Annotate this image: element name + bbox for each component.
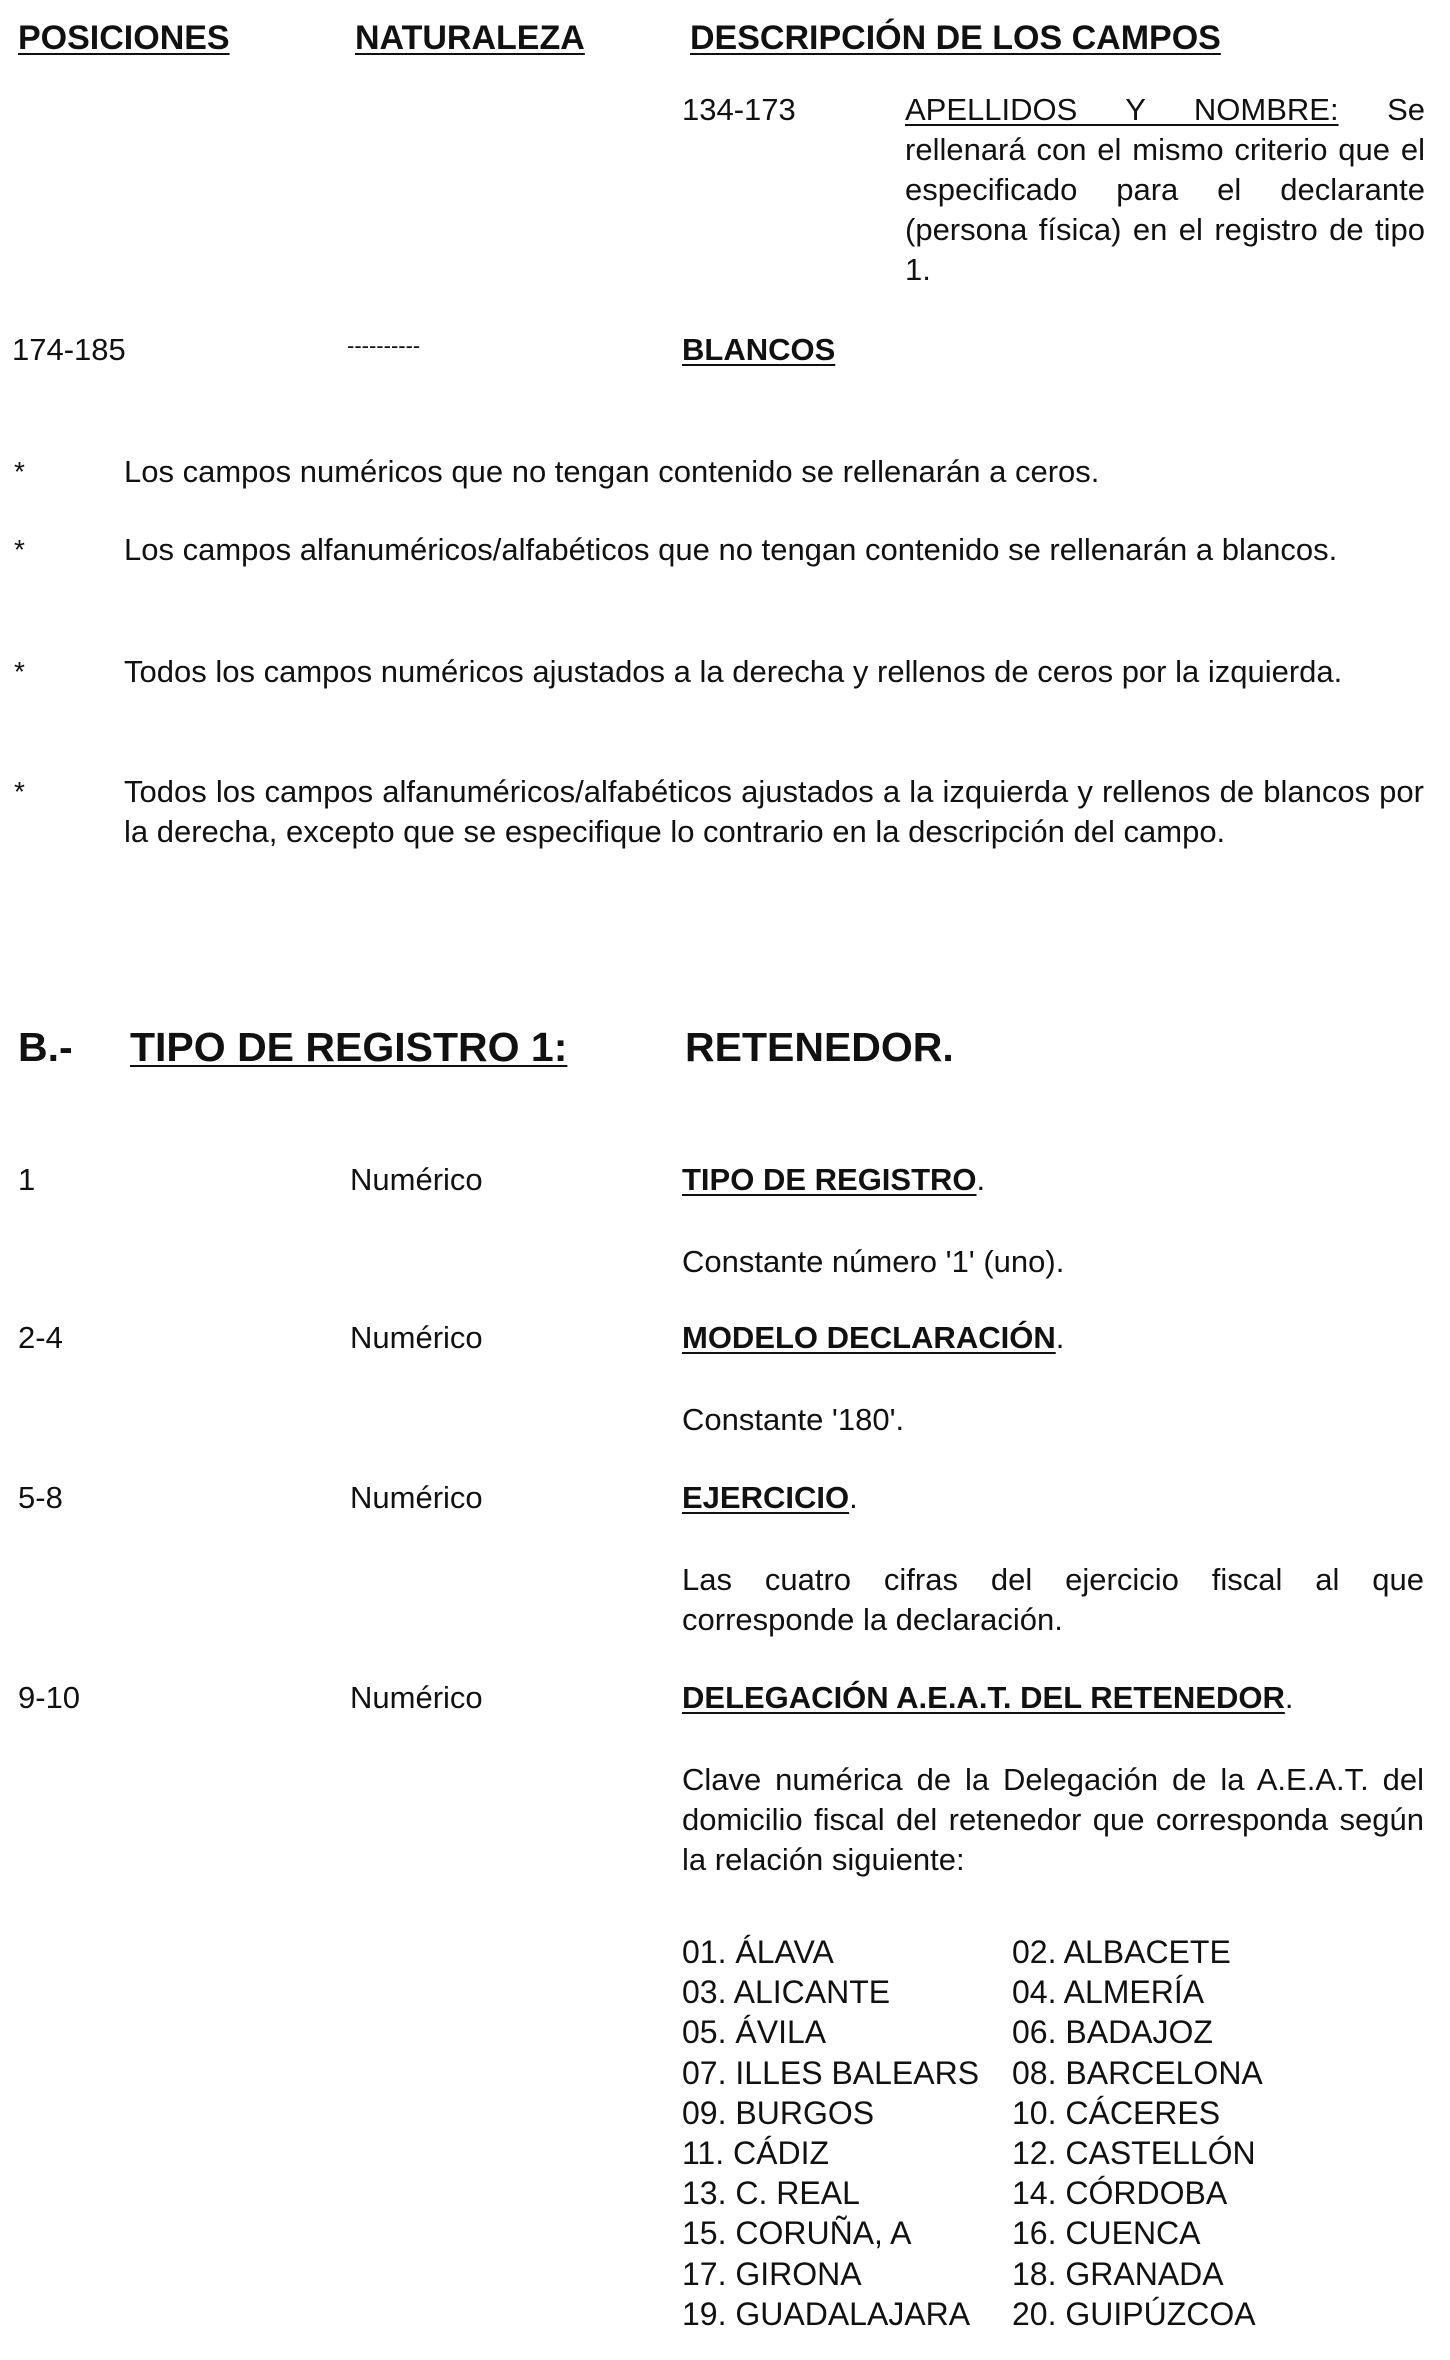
section-b-title: TIPO DE REGISTRO 1: [130, 1024, 568, 1070]
delegacion-item: 01. ÁLAVA [682, 1934, 834, 1970]
section-b-subtitle: RETENEDOR. [685, 1024, 954, 1070]
field-title: DELEGACIÓN A.E.A.T. DEL RETENEDOR [682, 1680, 1285, 1715]
delegacion-item: 14. CÓRDOBA [1012, 2175, 1228, 2212]
delegacion-item: 04. ALMERÍA [1012, 1974, 1205, 2011]
note-bullet: * [14, 656, 25, 687]
field-title-line: DELEGACIÓN A.E.A.T. DEL RETENEDOR. [682, 1680, 1294, 1715]
header-descripcion: DESCRIPCIÓN DE LOS CAMPOS [690, 19, 1221, 57]
field-text: Las cuatro cifras del ejercicio fiscal al que corresponde la declaración. [682, 1562, 1424, 1637]
section-b-prefix: B.- [18, 1024, 73, 1070]
delegacion-item: 11. CÁDIZ [682, 2135, 829, 2171]
note-bullet: * [14, 456, 25, 487]
field-position: 1 [18, 1162, 36, 1197]
field-position: 5-8 [18, 1480, 63, 1515]
note-2: Los campos alfanuméricos/alfabéticos que no tengan contenido se rellenarán a blancos. [124, 532, 1338, 567]
delegacion-item: 20. GUIPÚZCOA [1012, 2295, 1256, 2332]
delegacion-item: 05. ÁVILA [682, 2014, 827, 2051]
header-naturaleza: NATURALEZA [355, 19, 585, 57]
field-position: 2-4 [18, 1320, 63, 1355]
field-text: Constante número '1' (uno). [682, 1244, 1065, 1279]
field-title: TIPO DE REGISTRO [682, 1162, 977, 1197]
delegacion-item: 18. GRANADA [1012, 2255, 1224, 2292]
note-bullet: * [14, 776, 25, 807]
delegacion-item: 19. GUADALAJARA [682, 2295, 971, 2332]
delegacion-item: 03. ALICANTE [682, 1974, 891, 2011]
delegacion-item: 08. BARCELONA [1012, 2054, 1263, 2091]
field-174-nature: ---------- [347, 333, 421, 358]
note-3: Todos los campos numéricos ajustados a la derecha y rellenos de ceros por la izquierda. [124, 654, 1343, 689]
note-4: Todos los campos alfanuméricos/alfabéticos ajustados a la izquierda y rellenos de blancos por la derecha, excepto que se especifique lo contrario en la descripción del campo. [124, 774, 1424, 849]
field-text: Clave numérica de la Delegación de la A.E.A.T. del domicilio fiscal del retenedor que corresponda según la relación siguiente: [682, 1762, 1424, 1877]
field-134-position: 134-173 [682, 92, 796, 127]
header-posiciones: POSICIONES [18, 19, 230, 57]
field-title-line: MODELO DECLARACIÓN. [682, 1320, 1065, 1355]
field-nature: Numérico [350, 1680, 483, 1715]
field-134-text: Se rellenará con el mismo criterio que el especificado para el declarante (persona física) en el registro de tipo 1. [905, 92, 1425, 287]
field-134-description [905, 90, 1425, 290]
note-bullet: * [14, 534, 25, 565]
delegacion-item: 06. BADAJOZ [1012, 2014, 1213, 2051]
delegacion-item: 10. CÁCERES [1012, 2094, 1221, 2131]
field-text: Constante '180'. [682, 1402, 905, 1437]
field-nature: Numérico [350, 1162, 483, 1197]
field-title-line: EJERCICIO. [682, 1480, 858, 1515]
delegacion-item: 07. ILLES BALEARS [682, 2054, 980, 2091]
delegacion-item: 17. GIRONA [682, 2255, 862, 2292]
field-nature: Numérico [350, 1320, 483, 1355]
field-position: 9-10 [18, 1680, 81, 1715]
field-174-position: 174-185 [12, 332, 126, 367]
field-title: MODELO DECLARACIÓN [682, 1320, 1056, 1355]
delegacion-item: 02. ALBACETE [1012, 1934, 1231, 1970]
field-title: EJERCICIO [682, 1480, 850, 1515]
delegacion-item: 15. CORUÑA, A [682, 2215, 912, 2252]
field-134-title: APELLIDOS Y NOMBRE: [905, 92, 1339, 127]
delegacion-item: 13. C. REAL [682, 2175, 860, 2212]
delegacion-item: 16. CUENCA [1012, 2215, 1201, 2252]
note-1: Los campos numéricos que no tengan contenido se rellenarán a ceros. [124, 454, 1100, 489]
field-title-line: TIPO DE REGISTRO. [682, 1162, 986, 1197]
delegacion-item: 09. BURGOS [682, 2094, 875, 2131]
delegacion-item: 12. CASTELLÓN [1012, 2135, 1256, 2171]
field-nature: Numérico [350, 1480, 483, 1515]
field-174-title: BLANCOS [682, 332, 836, 367]
